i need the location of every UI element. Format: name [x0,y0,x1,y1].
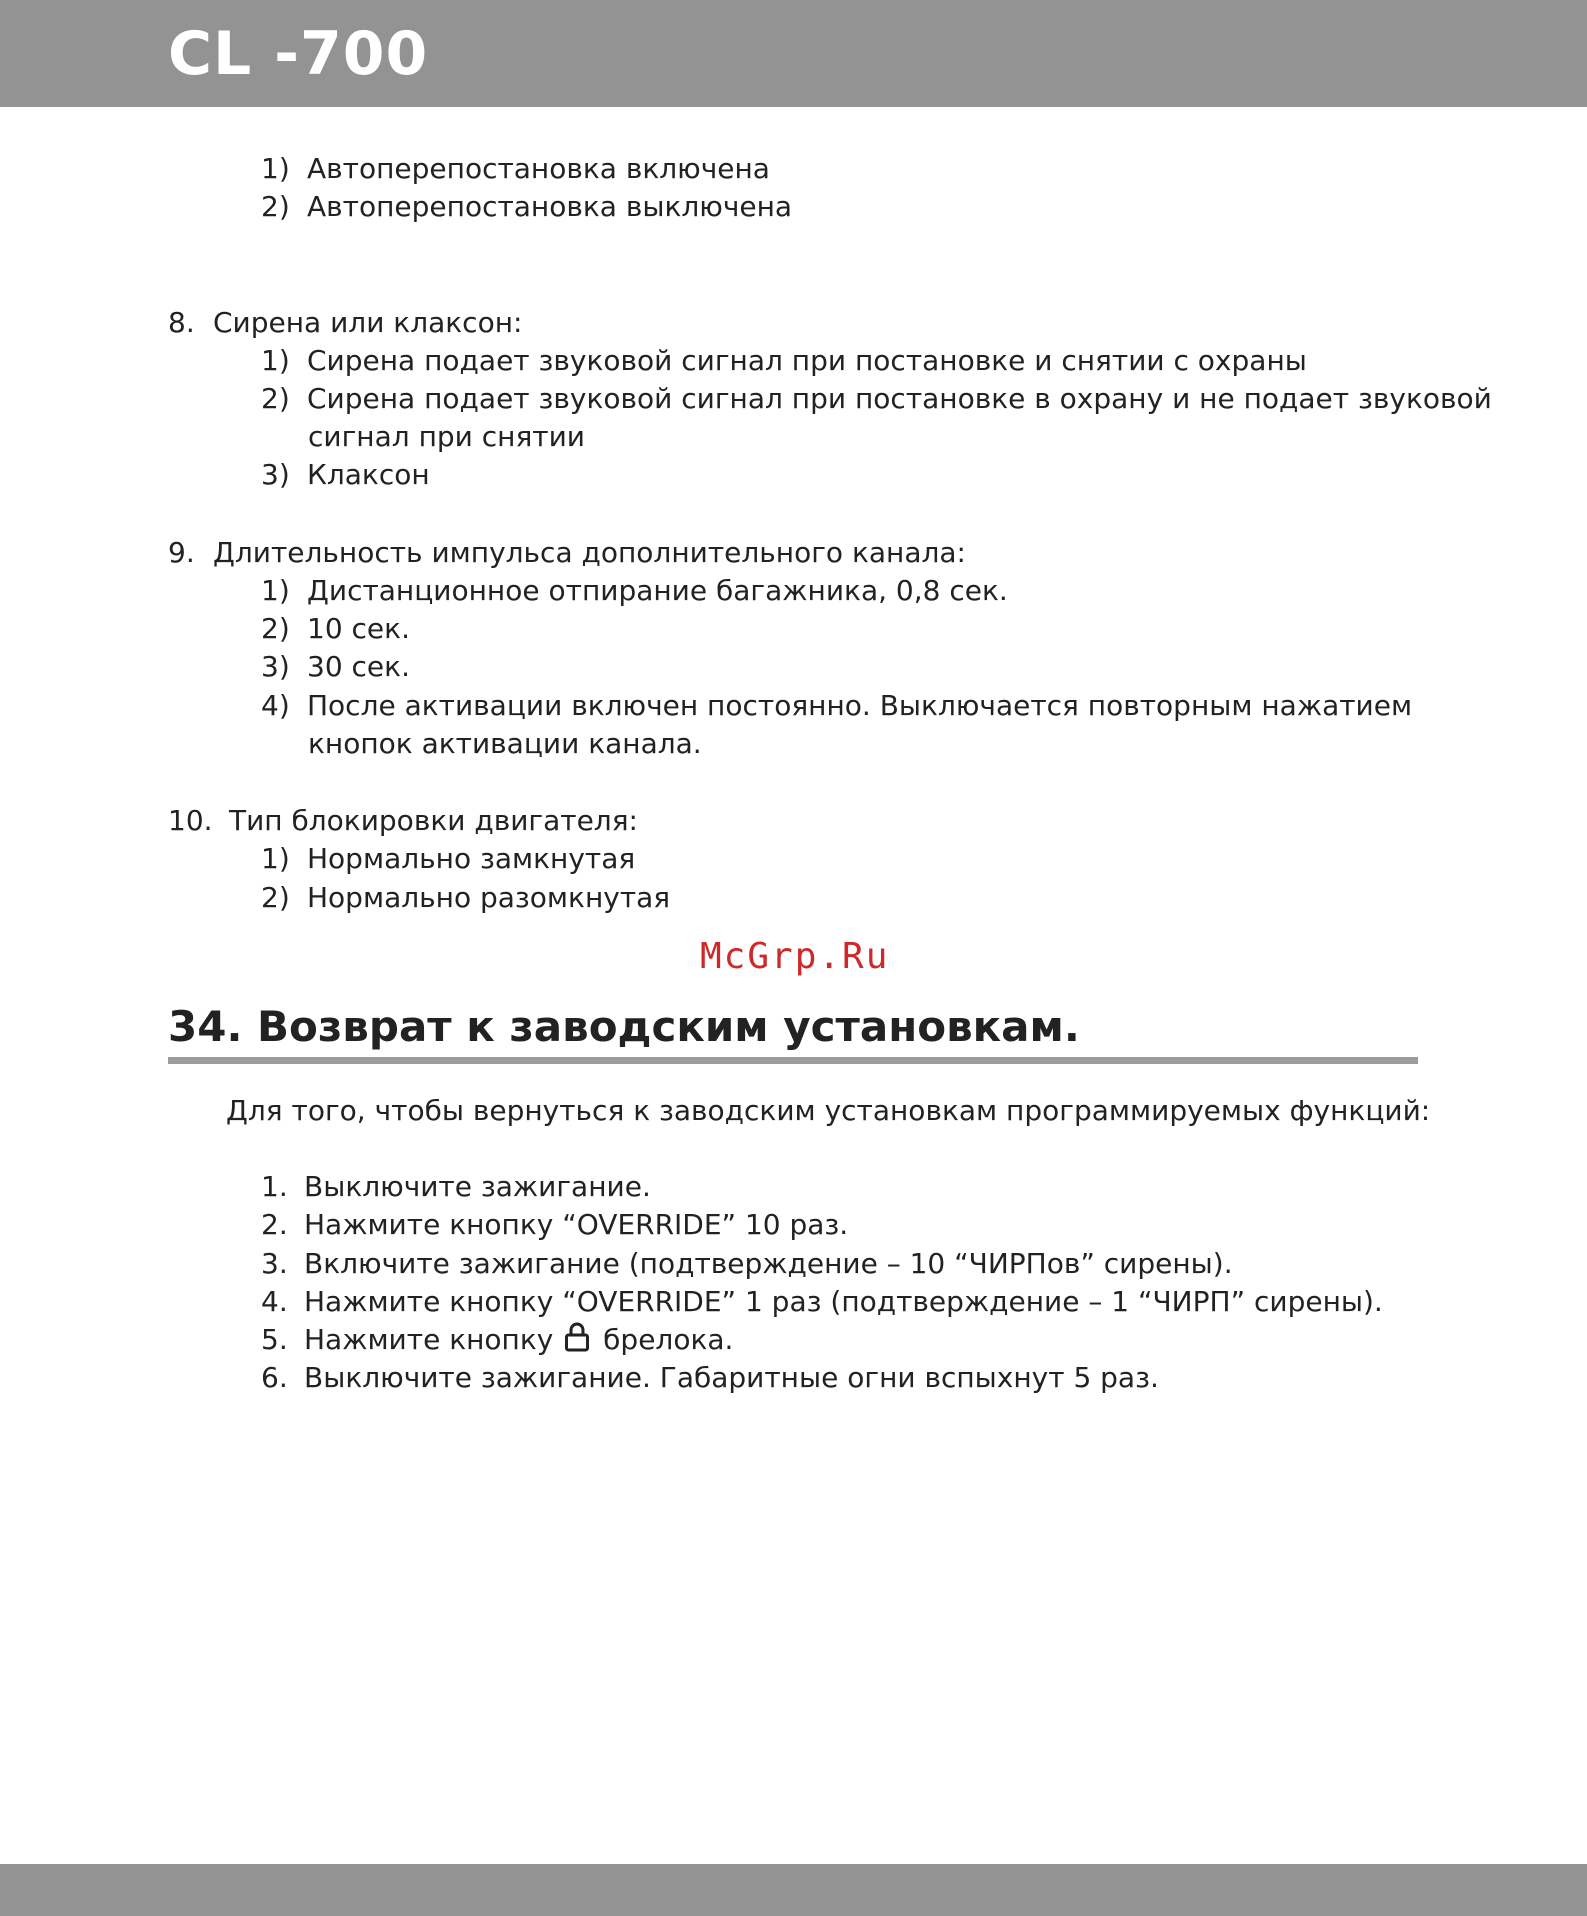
section-divider [168,1057,1418,1064]
list-item-text: Автоперепостановка выключена [307,190,793,223]
footer-bar [0,1864,1587,1916]
watermark: McGrp.Ru [700,936,890,977]
section-heading: 34. Возврат к заводским установкам. [168,1002,1080,1051]
list-item-text: 30 сек. [307,650,410,683]
list-item-text: Дистанционное отпирание багажника, 0,8 сек. [307,574,1008,607]
step-number: 1. [261,1170,288,1203]
lock-icon [564,1321,590,1353]
step-number: 3. [261,1247,288,1280]
list-item-number: 1) [261,344,290,377]
intro-text: Для того, чтобы вернуться к заводским установкам программируемых функций: [226,1094,1431,1127]
list-item-text: Сирена подает звуковой сигнал при постановке и снятии с охраны [307,344,1307,377]
list-item-number: 1) [261,574,290,607]
step-number: 2. [261,1208,288,1241]
list-item-text: Нормально разомкнутая [307,881,671,914]
step-text: Выключите зажигание. Габаритные огни вспыхнут 5 раз. [304,1361,1159,1394]
list-item-number: 2) [261,881,290,914]
list-item-text: Сирена подает звуковой сигнал при постановке в охрану и не подает звуковой [307,382,1492,415]
step-text: Включите зажигание (подтверждение – 10 “ЧИРПов” сирены). [304,1247,1233,1280]
list-item-number: 3) [261,650,290,683]
list-item-number: 10. [168,804,213,837]
step-text: Нажмите кнопку “OVERRIDE” 10 раз. [304,1208,849,1241]
list-item-number: 3) [261,458,290,491]
step-text-after: брелока. [603,1323,734,1356]
step-text: Выключите зажигание. [304,1170,651,1203]
list-item-title: Сирена или клаксон: [213,306,523,339]
list-item-number: 8. [168,306,195,339]
step-text [304,1321,733,1359]
list-item-number: 1) [261,152,290,185]
model-title: CL -700 [168,19,429,89]
list-item-number: 1) [261,842,290,875]
list-item-text: Автоперепостановка включена [307,152,770,185]
list-item-text: Клаксон [307,458,430,491]
list-item-title: Тип блокировки двигателя: [229,804,638,837]
list-item-text: кнопок активации канала. [308,727,702,760]
list-item-title: Длительность импульса дополнительного канала: [213,536,966,569]
step-number: 5. [261,1323,288,1356]
step-text-before: Нажмите кнопку [304,1323,554,1356]
list-item-number: 4) [261,689,290,722]
list-item-number: 2) [261,612,290,645]
list-item-number: 2) [261,190,290,223]
header-bar [0,0,1587,107]
step-text: Нажмите кнопку “OVERRIDE” 1 раз (подтверждение – 1 “ЧИРП” сирены). [304,1285,1383,1318]
list-item-text: 10 сек. [307,612,410,645]
list-item-number: 2) [261,382,290,415]
list-item-text: Нормально замкнутая [307,842,636,875]
list-item-number: 9. [168,536,195,569]
step-number: 6. [261,1361,288,1394]
list-item-text: После активации включен постоянно. Выключается повторным нажатием [307,689,1413,722]
list-item-text: сигнал при снятии [308,420,585,453]
step-number: 4. [261,1285,288,1318]
